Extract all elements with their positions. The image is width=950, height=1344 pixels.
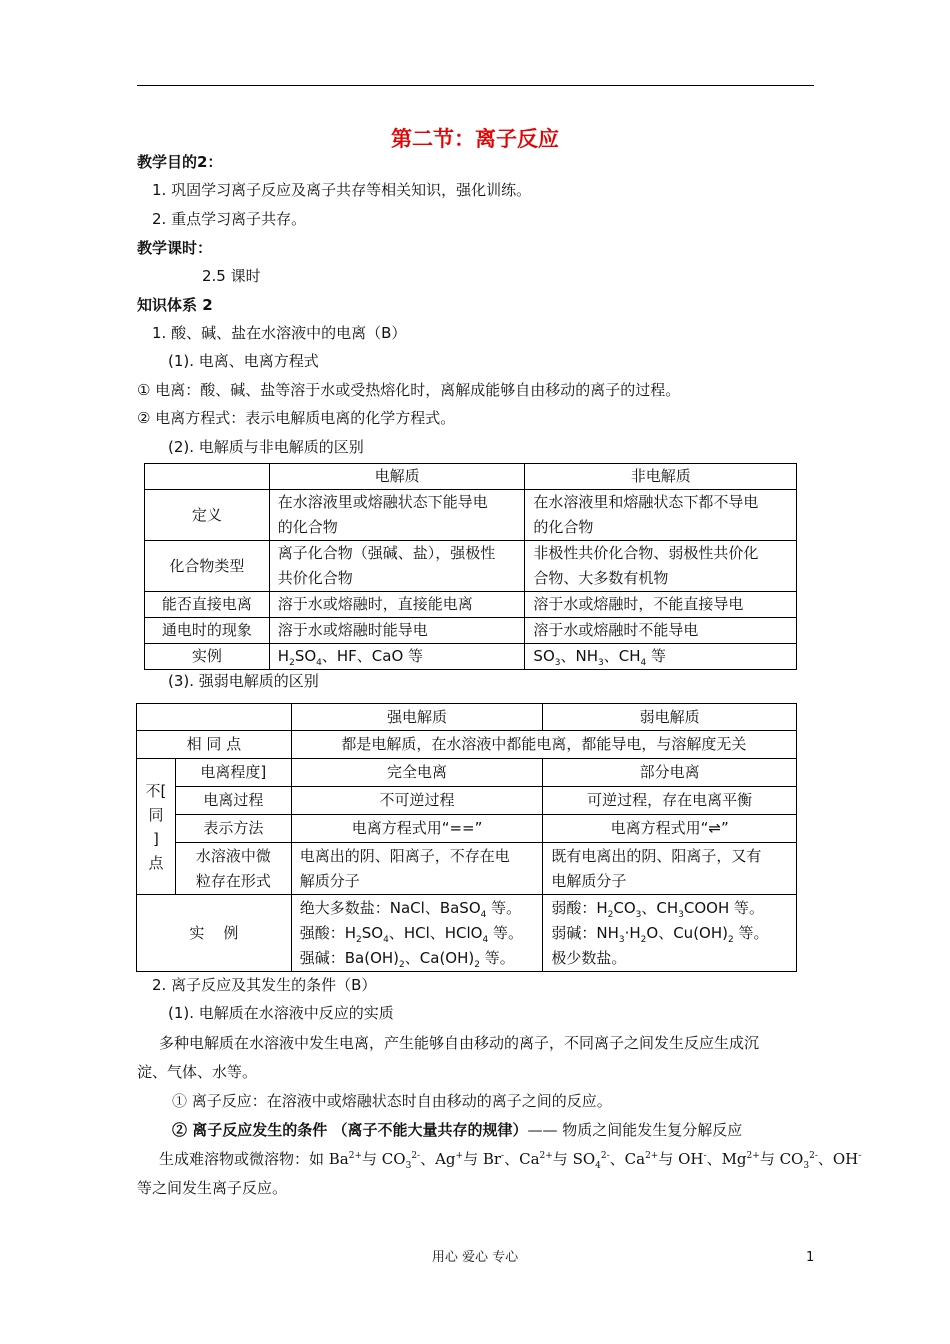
section-1-1-heading: (1). 电离、电离方程式 bbox=[168, 352, 319, 370]
cell-text: 电离出的阴、阳离子，不存在电 bbox=[299, 846, 510, 865]
reaction-condition-line bbox=[172, 1120, 742, 1140]
paragraph-essence-line2: 淀、气体、水等。 bbox=[137, 1063, 258, 1081]
section-1-heading: 1. 酸、碱、盐在水溶液中的电离（B） bbox=[152, 324, 407, 342]
row-label-same: 相 同 点 bbox=[137, 731, 292, 759]
corner-cell bbox=[137, 704, 292, 731]
col-header-electrolyte: 电解质 bbox=[269, 464, 525, 490]
row-label-degree: 电离程度] bbox=[175, 759, 291, 787]
cell-text: 非极性共价化合物、弱极性共价化 bbox=[533, 544, 759, 562]
corner-cell bbox=[145, 464, 270, 490]
row-label-different: 不[ 同 ] 点 bbox=[137, 759, 176, 895]
paragraph-essence-line1: 多种电解质在水溶液中发生电离，产生能够自由移动的离子，不同离子之间发生反应生成沉 bbox=[159, 1034, 760, 1052]
col-header-weak: 弱电解质 bbox=[543, 704, 797, 731]
cell-degree-b: 部分电离 bbox=[543, 759, 797, 787]
precipitate-lead: 生成难溶物或微溶物：如 bbox=[159, 1150, 325, 1168]
cell-text: 共价化合物 bbox=[277, 569, 353, 587]
cell-conduction-a: 溶于水或熔融时能导电 bbox=[269, 618, 525, 644]
cell-text: 离子化合物（强碱、盐），强极性 bbox=[277, 544, 496, 562]
cell-text: 解质分子 bbox=[299, 871, 360, 890]
cell-text: 在水溶液里或熔融状态下能导电 bbox=[277, 493, 488, 511]
footer-motto: 用心 爱心 专心 bbox=[431, 1250, 519, 1265]
cell-same-text: 都是电解质，在水溶液中都能电离，都能导电，与溶解度无关 bbox=[291, 731, 796, 759]
cell-ionization-b: 溶于水或熔融时，不能直接导电 bbox=[525, 592, 797, 618]
cell-example-b: $SO_3$、$NH_3$、$CH_4$ 等 bbox=[525, 644, 797, 670]
precipitate-examples: 生成难溶物或微溶物：如 $Ba^{2+}$与 $CO_3^{2-}$、Ag+与 Br-、$Ca^{2+}$与 $SO_4^{2-}$、$Ca^{2+}$与 OH-、$Mg^{2+}$与 $CO_3^{2-}$、OH- bbox=[159, 1150, 862, 1171]
example-weak-acid: 弱酸：$H_2CO_3$、$CH_3COOH$ 等。 bbox=[551, 898, 765, 920]
cell-text: 粒存在形式 bbox=[195, 871, 271, 890]
cell-definition-b bbox=[525, 490, 797, 541]
definition-equation: ② 电离方程式：表示电解质电离的化学方程式。 bbox=[137, 409, 456, 427]
cell-examples-weak bbox=[543, 895, 797, 972]
condition-rest: —— 物质之间能发生复分解反应 bbox=[527, 1121, 743, 1139]
row-label-compound-type: 化合物类型 bbox=[145, 541, 270, 592]
header-rule bbox=[137, 85, 814, 86]
cell-form-a bbox=[291, 843, 543, 895]
cell-notation-b: 电离方程式用“⇌” bbox=[543, 815, 797, 843]
page-title: 第二节：离子反应 bbox=[391, 127, 559, 151]
hours-value: 2.5 课时 bbox=[202, 267, 261, 285]
example-strong-acid: 强酸：$H_2SO_4$、HCl、HClO$_4$ 等。 bbox=[299, 923, 524, 945]
goal-heading: 教学目的2： bbox=[137, 153, 223, 171]
cell-text: 在水溶液里和熔融状态下都不导电 bbox=[533, 493, 759, 511]
row-label-process: 电离过程 bbox=[175, 787, 291, 815]
hours-heading: 教学课时： bbox=[137, 239, 213, 257]
row-label-direct-ionization: 能否直接电离 bbox=[145, 592, 270, 618]
col-header-strong: 强电解质 bbox=[291, 704, 543, 731]
condition-bold: ② 离子反应发生的条件 （离子不能大量共存的规律） bbox=[172, 1121, 528, 1139]
goal-item-1: 1. 巩固学习离子反应及离子共存等相关知识，强化训练。 bbox=[152, 181, 532, 199]
cell-conduction-b: 溶于水或熔融时不能导电 bbox=[525, 618, 797, 644]
cell-text: 既有电离出的阴、阳离子，又有 bbox=[551, 846, 762, 865]
cell-example-a: $H_2SO_4$、HF、CaO 等 bbox=[269, 644, 525, 670]
example-few-salts: 极少数盐。 bbox=[551, 948, 627, 967]
row-label-example: 实例 bbox=[145, 644, 270, 670]
row-label-notation: 表示方法 bbox=[175, 815, 291, 843]
cell-degree-a: 完全电离 bbox=[291, 759, 543, 787]
ionic-reaction-definition: ① 离子反应：在溶液中或熔融状态时自由移动的离子之间的反应。 bbox=[172, 1092, 612, 1110]
cell-process-a: 不可逆过程 bbox=[291, 787, 543, 815]
example-weak-base: 弱碱：$NH_3\cdot H_2O$、$Cu(OH)_2$ 等。 bbox=[551, 923, 769, 945]
cell-notation-a: 电离方程式用“==” bbox=[291, 815, 543, 843]
definition-ionization: ① 电离：酸、碱、盐等溶于水或受热熔化时，离解成能够自由移动的离子的过程。 bbox=[137, 381, 681, 399]
cell-definition-a bbox=[269, 490, 525, 541]
row-label-definition: 定义 bbox=[145, 490, 270, 541]
cell-examples-strong bbox=[291, 895, 543, 972]
cell-text: 电解质分子 bbox=[551, 871, 627, 890]
cell-text: 的化合物 bbox=[277, 518, 338, 536]
cell-process-b: 可逆过程，存在电离平衡 bbox=[543, 787, 797, 815]
section-2-1-heading: (1). 电解质在水溶液中反应的实质 bbox=[168, 1004, 394, 1022]
row-label-conduction: 通电时的现象 bbox=[145, 618, 270, 644]
goal-item-2: 2. 重点学习离子共存。 bbox=[152, 210, 307, 228]
row-label-examples: 实 例 bbox=[137, 895, 292, 972]
example-strong-base: 强碱：$Ba(OH)_2$、$Ca(OH)_2$ 等。 bbox=[299, 948, 515, 970]
example-salt: 绝大多数盐：NaCl、BaSO$_4$ 等。 bbox=[299, 898, 522, 920]
cell-compound-a bbox=[269, 541, 525, 592]
cell-text: 的化合物 bbox=[533, 518, 594, 536]
system-heading: 知识体系 2 bbox=[137, 296, 213, 314]
section-1-3-heading: (3). 强弱电解质的区别 bbox=[168, 672, 319, 690]
cell-compound-b bbox=[525, 541, 797, 592]
cell-text: 水溶液中微 bbox=[195, 846, 271, 865]
section-1-2-heading: (2). 电解质与非电解质的区别 bbox=[168, 438, 364, 456]
strong-weak-table bbox=[136, 703, 797, 972]
page-number: 1 bbox=[806, 1250, 815, 1265]
row-label-particle-form bbox=[175, 843, 291, 895]
col-header-nonelectrolyte: 非电解质 bbox=[525, 464, 797, 490]
cell-text: 、HF、CaO 等 bbox=[321, 647, 424, 665]
precipitate-tail: 等之间发生离子反应。 bbox=[137, 1179, 288, 1197]
cell-form-b bbox=[543, 843, 797, 895]
cell-ionization-a: 溶于水或熔融时，直接能电离 bbox=[269, 592, 525, 618]
cell-text: 合物、大多数有机物 bbox=[533, 569, 669, 587]
section-2-heading: 2. 离子反应及其发生的条件（B） bbox=[152, 976, 377, 994]
electrolyte-table bbox=[144, 463, 797, 670]
